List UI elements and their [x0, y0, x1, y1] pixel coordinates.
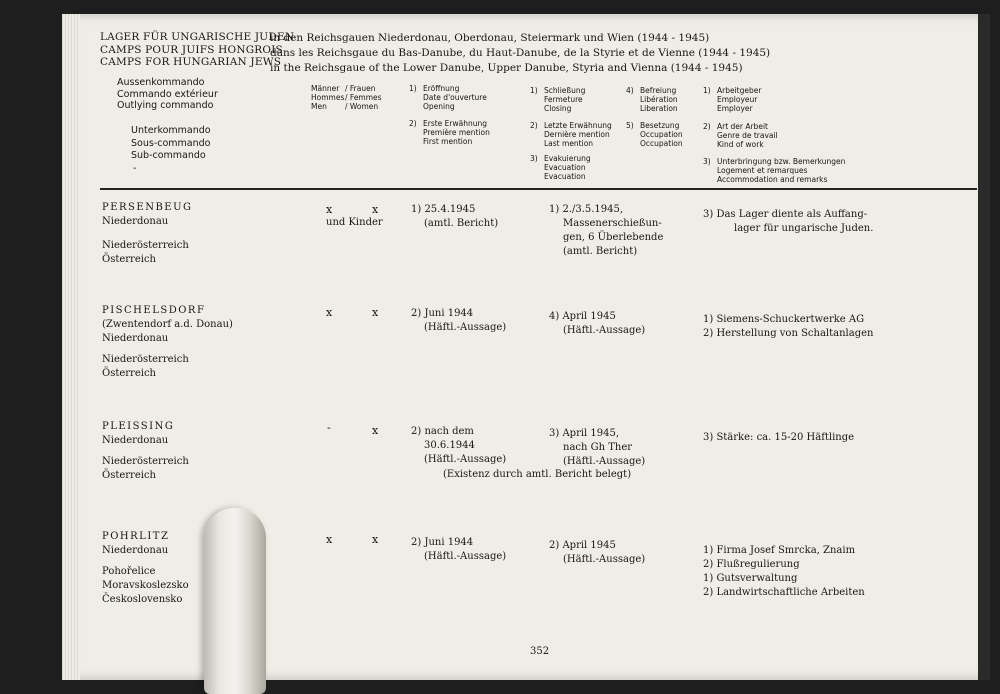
- gender-men-de: Männer: [311, 84, 340, 93]
- sub-de: Unterkommando: [131, 125, 211, 136]
- col-label: Art der Arbeit: [717, 122, 768, 131]
- remarks-value: [703, 208, 873, 236]
- col-label: Opening: [423, 102, 455, 111]
- col-label: First mention: [423, 137, 473, 146]
- outlying-de: Aussenkommando: [117, 77, 205, 88]
- col-num: 1): [703, 86, 711, 95]
- closing-line: (amtl. Bericht): [563, 246, 638, 257]
- title-line-de: LAGER FÜR UNGARISCHE JUDEN: [100, 31, 295, 43]
- closing-line: 2) April 1945: [549, 540, 616, 551]
- remarks-line: 1) Siemens-Schuckertwerke AG: [703, 314, 865, 325]
- camp-country: Niederösterreich: [102, 456, 189, 467]
- mark-women: x: [372, 203, 379, 216]
- gender-women-en: / Women: [345, 102, 379, 111]
- mark-men: -: [327, 421, 331, 434]
- camp-place: Niederdonau: [102, 435, 169, 446]
- header-divider: [100, 188, 977, 190]
- gender-men-fr: Hommes: [311, 93, 345, 102]
- opening-value: [411, 425, 506, 467]
- title-line-fr: CAMPS POUR JUIFS HONGROIS: [100, 43, 283, 56]
- col-label: Unterbringung bzw. Bemerkungen: [717, 157, 846, 166]
- camp-country: Niederösterreich: [102, 240, 189, 251]
- camp-entry-pischelsdorf: [102, 304, 233, 381]
- camp-entry-pohrlitz: [102, 530, 189, 607]
- col-label: Closing: [544, 104, 572, 113]
- remarks-line: 1) Gutsverwaltung: [703, 573, 798, 584]
- col-label: Last mention: [544, 139, 594, 148]
- camp-country: Österreich: [102, 470, 156, 481]
- sub-dash: -: [133, 162, 137, 174]
- sub-commando-heading: [131, 125, 211, 175]
- camp-name: PERSENBEUG: [102, 202, 193, 213]
- col-occupation: [626, 121, 683, 148]
- col-label: Evacuation: [544, 172, 586, 181]
- col-label: Occupation: [640, 139, 683, 148]
- col-num: 3): [530, 154, 538, 163]
- closing-value: [549, 427, 645, 469]
- camp-country: Pohořelice: [102, 566, 156, 577]
- closing-line: (Häftl.-Aussage): [563, 456, 646, 467]
- col-label: Occupation: [640, 130, 683, 139]
- col-accommodation: [703, 157, 845, 184]
- opening-line: (Häftl.-Aussage): [424, 551, 507, 562]
- page-edges-right: [978, 14, 990, 680]
- remarks-line: 2) Landwirtschaftliche Arbeiten: [703, 587, 865, 598]
- col-label: Genre de travail: [717, 131, 778, 140]
- opening-line: (Häftl.-Aussage): [424, 322, 507, 333]
- col-label: Dernière mention: [544, 130, 610, 139]
- mark-women: x: [372, 533, 379, 546]
- closing-value: [549, 539, 645, 567]
- opening-line: (amtl. Bericht): [424, 218, 499, 229]
- col-label: Liberation: [640, 104, 678, 113]
- camp-name: PLEISSING: [102, 421, 175, 432]
- col-gender-right: [345, 84, 382, 111]
- col-label: Employeur: [717, 95, 758, 104]
- remarks-line: 2) Herstellung von Schaltanlagen: [703, 328, 874, 339]
- col-label: Evakuierung: [544, 154, 591, 163]
- col-label: Besetzung: [640, 121, 680, 130]
- region-line-de: in den Reichsgauen Niederdonau, Oberdonau, Steiermark und Wien (1944 - 1945): [270, 32, 710, 44]
- camp-country: Moravskoslezsko: [102, 580, 189, 591]
- col-label: Accommodation and remarks: [717, 175, 828, 184]
- col-kind-of-work: [703, 122, 778, 149]
- remarks-value: [703, 313, 873, 341]
- mark-men: x: [326, 203, 333, 216]
- region-line-en: in the Reichsgaue of the Lower Danube, Upper Danube, Styria and Vienna (1944 - 1945): [270, 62, 743, 74]
- col-label: Fermeture: [544, 95, 583, 104]
- col-employer: [703, 86, 761, 113]
- camp-country: Československo: [102, 594, 183, 605]
- outlying-fr: Commando extérieur: [117, 88, 218, 100]
- camp-entry-persenbeug: [102, 201, 193, 267]
- col-label: Arbeitgeber: [717, 86, 762, 95]
- closing-value: [549, 310, 645, 338]
- closing-line: 4) April 1945: [549, 311, 616, 322]
- opening-value: [411, 203, 498, 231]
- remarks-line: 3) Stärke: ca. 15-20 Häftlinge: [703, 432, 855, 443]
- col-num: 2): [409, 119, 417, 128]
- camp-place: Niederdonau: [102, 216, 169, 227]
- remarks-line: 3) Das Lager diente als Auffang-: [703, 209, 868, 220]
- closing-line: (Häftl.-Aussage): [563, 554, 646, 565]
- col-num: 2): [703, 122, 711, 131]
- opening-value: [411, 536, 506, 564]
- closing-line: nach Gh Ther: [563, 442, 633, 453]
- opening-line: 30.6.1944: [424, 440, 475, 451]
- col-gender-left: [311, 84, 344, 111]
- col-label: Letzte Erwähnung: [544, 121, 612, 130]
- gender-women-fr: / Femmes: [345, 93, 382, 102]
- mark-women: x: [372, 306, 379, 319]
- remarks-value: [703, 431, 854, 445]
- col-label: Befreiung: [640, 86, 677, 95]
- camp-place: Niederdonau: [102, 333, 169, 344]
- remarks-value: [703, 544, 865, 600]
- col-label: Première mention: [423, 128, 490, 137]
- camp-country: Niederösterreich: [102, 354, 189, 365]
- opening-line: (Häftl.-Aussage): [424, 454, 507, 465]
- camp-name: PISCHELSDORF: [102, 305, 206, 316]
- col-num: 1): [409, 84, 417, 93]
- opening-value: [411, 307, 506, 335]
- col-label: Libération: [640, 95, 678, 104]
- col-num: 3): [703, 157, 711, 166]
- col-num: 2): [530, 121, 538, 130]
- opening-line: 2) Juni 1944: [411, 537, 474, 548]
- gender-men-en: Men: [311, 102, 327, 111]
- camp-country: Österreich: [102, 368, 156, 379]
- remarks-line: 1) Firma Josef Smrcka, Znaim: [703, 545, 856, 556]
- camp-place: Niederdonau: [102, 545, 169, 556]
- col-label: Evacuation: [544, 163, 586, 172]
- region-description: [270, 31, 770, 76]
- closing-line: Massenerschießun-: [563, 218, 662, 229]
- col-label: Employer: [717, 104, 753, 113]
- opening-note: (Existenz durch amtl. Bericht belegt): [443, 469, 632, 480]
- col-label: Kind of work: [717, 140, 764, 149]
- table-title: [100, 31, 294, 69]
- region-line-fr: dans les Reichsgaue du Bas-Danube, du Haut-Danube, de la Styrie et de Vienne (1944 - 1945): [270, 47, 771, 59]
- remarks-line: lager für ungarische Juden.: [734, 223, 874, 234]
- col-label: Date d'ouverture: [423, 93, 487, 102]
- gender-note: und Kinder: [326, 217, 383, 228]
- mark-women: x: [372, 424, 379, 437]
- col-closing: [530, 86, 585, 113]
- col-opening: [409, 84, 487, 111]
- opening-line: 1) 25.4.1945: [411, 204, 476, 215]
- closing-line: (Häftl.-Aussage): [563, 325, 646, 336]
- col-num: 4): [626, 86, 634, 95]
- col-label: Eröffnung: [423, 84, 460, 93]
- thumb-holding-page: [204, 508, 266, 694]
- col-num: 1): [530, 86, 538, 95]
- sub-fr: Sous-commando: [131, 137, 211, 149]
- outlying-en: Outlying commando: [117, 100, 214, 111]
- opening-line: 2) nach dem: [411, 426, 474, 437]
- page-number: 352: [530, 646, 550, 657]
- mark-men: x: [326, 533, 333, 546]
- camp-place: (Zwentendorf a.d. Donau): [102, 319, 233, 330]
- closing-line: 3) April 1945,: [549, 428, 620, 439]
- closing-line: 1) 2./3.5.1945,: [549, 204, 624, 215]
- col-label: Logement et remarques: [717, 166, 808, 175]
- outlying-commando-heading: [117, 77, 218, 112]
- opening-line: 2) Juni 1944: [411, 308, 474, 319]
- camp-country: Österreich: [102, 254, 156, 265]
- closing-line: gen, 6 Überlebende: [563, 232, 664, 243]
- col-label: Schließung: [544, 86, 586, 95]
- closing-value: [549, 203, 663, 259]
- remarks-line: 2) Flußregulierung: [703, 559, 800, 570]
- title-line-en: CAMPS FOR HUNGARIAN JEWS: [100, 56, 282, 68]
- gender-women-de: / Frauen: [345, 84, 376, 93]
- col-liberation: [626, 86, 678, 113]
- col-evacuation: [530, 154, 591, 181]
- mark-men: x: [326, 306, 333, 319]
- page-edges-left: [62, 14, 80, 680]
- col-label: Erste Erwähnung: [423, 119, 487, 128]
- col-num: 5): [626, 121, 634, 130]
- camp-name: POHRLITZ: [102, 531, 170, 542]
- camp-entry-pleissing: [102, 420, 189, 483]
- col-last-mention: [530, 121, 612, 148]
- col-first-mention: [409, 119, 490, 146]
- sub-en: Sub-commando: [131, 150, 206, 161]
